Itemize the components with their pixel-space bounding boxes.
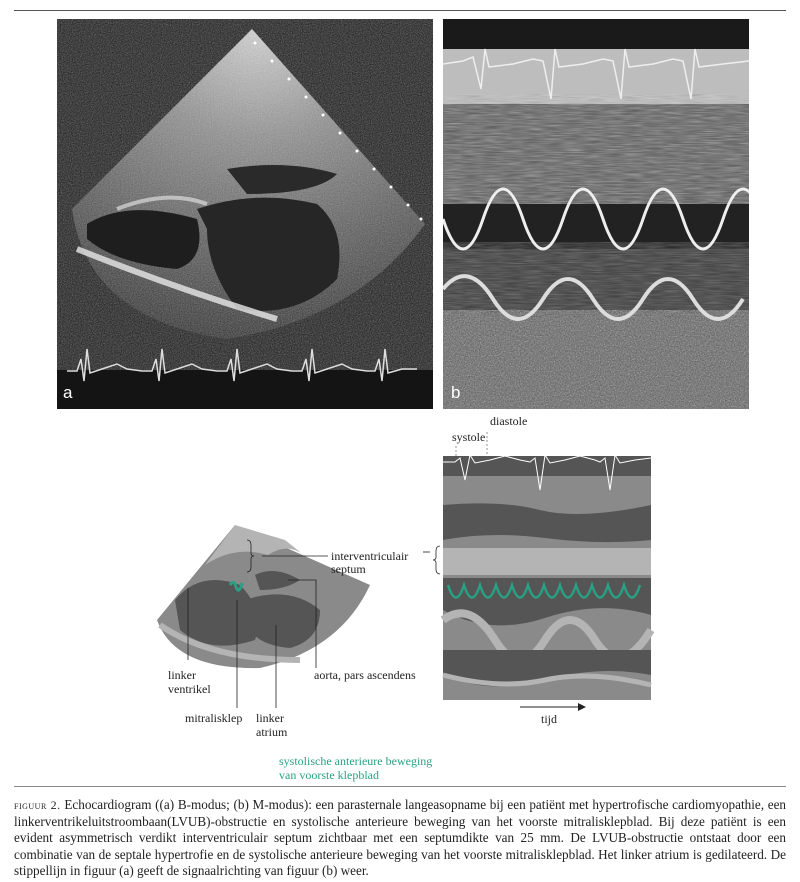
label-time: tijd (541, 712, 558, 726)
label-sam-line2: van voorste klepblad (279, 768, 379, 782)
caption-text: Echocardiogram ((a) B-modus; (b) M-modus): een parasternale langeasopname bij een patiënt met hypertrofische cardiomyopathie, een linkerventrikeluitstroombaan(LVUB)-obstructie en systolische anterieure beweging van het voorste mitralisklepblad. Bij deze patiënt is een evident asymmetrisch verdikt interventriculair septum zichtbaar met een septumdikte van 25 mm. De LVUB-obstructie ontstaat door een combinatie van de septale hypertrofie en de systolische anterieure beweging van het voorste mitralisklepblad. Het linker atrium is gedilateerd. De stippellijn in figuur (a) geeft de signaalrichting van figuur (b) weer. (14, 797, 787, 878)
panel-b-letter: b (451, 383, 461, 402)
panel-a-letter: a (63, 383, 73, 402)
label-aorta: aorta, pars ascendens (314, 668, 416, 682)
label-la-line1: linker (256, 711, 284, 725)
figure-caption (14, 797, 786, 880)
label-systole: systole (452, 430, 486, 444)
label-la-line2: atrium (256, 725, 288, 739)
label-lv-line2: ventrikel (168, 682, 211, 696)
caption-rule (14, 786, 786, 787)
label-septum-line1: interventriculair (331, 549, 409, 563)
label-mitral: mitralisklep (185, 711, 243, 725)
label-diastole: diastole (490, 414, 528, 428)
label-sam-line1: systolische anterieure beweging (279, 754, 433, 768)
label-septum-line2: septum (331, 562, 366, 576)
figure-label: figuur 2. (14, 798, 61, 812)
label-lv-line1: linker (168, 668, 196, 682)
mmode-schematic (423, 432, 651, 711)
